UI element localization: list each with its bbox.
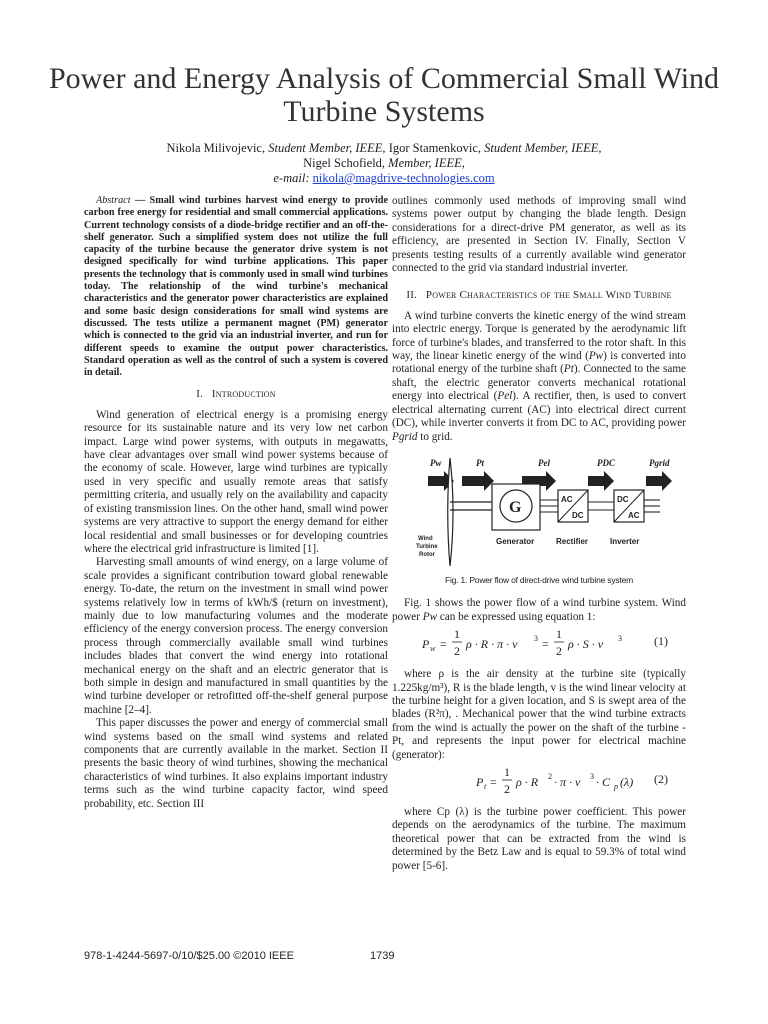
svg-text:w: w [430,644,436,654]
symbol-pel: Pel [497,390,513,403]
symbol-pw: Pw [422,610,438,623]
label-pdc: PDC [597,457,615,468]
svg-text:1: 1 [556,627,562,642]
rectifier-bottom: DC [572,510,584,520]
email-label: e-mail: [273,171,313,185]
svg-text:ρ · R · π · v: ρ · R · π · v [466,637,518,652]
equation-2-explanation: where Cp (λ) is the turbine power coefficient. This power depends on the aerodynamics of the turbine. The maximum theoretical power that can be extracted from the wind is determined by the Betz Law and is equal to 59.3% of total wind power [5-6]. [392,805,686,872]
author-name: Nikola Milivojevic, [166,141,269,155]
svg-text:=: = [542,637,549,652]
text-run: to grid. [417,430,453,443]
inverter-top: DC [617,494,629,504]
text-run: A wind turbine converts the kinetic energy of the wind stream into electric energy. Torque is generated by the aerodynamic lift force of turbine's blades, and transferred to the rotor shaft. In this way, the linear kinetic energy of the wind ( [392,309,686,363]
svg-text:=: = [490,774,497,789]
svg-text:3: 3 [534,634,538,644]
arrow-pdc [588,471,614,491]
text-run: ). Connected to the same shaft, the electric generator converts mechanical rotational energy into electrical ( [392,363,686,403]
equation-1-number: (1) [654,634,668,649]
author-line-2 [40,156,728,171]
power-flow-svg [392,452,686,570]
rotor-label-1: Wind [418,535,433,542]
svg-text:2: 2 [548,771,552,781]
author-name: Igor Stamenkovic, [385,141,485,155]
svg-text:ρ · S · v: ρ · S · v [568,637,604,652]
label-pgrid: Pgrid [649,457,670,468]
intro-paragraph-2: Harvesting small amounts of wind energy, on a large volume of scale provides a significant contribution toward global renewable energy. To-date, the return on the investment in small wind power systems relatively low in terms of kWh/$ (return on investment), mainly due to low manufacturing volumes and the moderate efficiency of the energy conversion process. The energy conversion process through commercially available small wind turbines includes blades that convert the wind energy into rotational mechanical energy on the shaft and an electric generator that is both simple in design and manufactured in small quantities by the wind turbine developer or retrofitted off-the-shelf general purpose machine [2–4]. [84,556,388,716]
author-email-line [40,171,728,186]
arrow-pgrid [646,471,672,491]
inverter-label: Inverter [610,536,640,546]
text-run: can be expressed using equation 1: [437,610,596,623]
rotor-label-2: Turbine [416,543,438,550]
section-title: Introduction [211,388,276,401]
equation-2 [392,764,686,800]
text-run: ) is converted into rotational energy of the turbine shaft ( [392,350,687,376]
abstract-label: Abstract [96,195,131,206]
author-line-1 [40,141,728,156]
right-column [392,195,686,873]
rectifier-label: Rectifier [556,536,589,546]
equation-1-explanation: where ρ is the air density at the turbine site (typically 1.225kg/m³), R is the blade length, v is the wind linear velocity at the turbine height for a given location, and S is swept area of the blades (R²π), . Mechanical power that the wind turbine extracts from the wind is actually the power on the shaft of the turbine - Pt, and represents the input power for electrical machine (generator): [392,668,686,761]
arrow-pt [462,471,494,491]
section-heading-1 [84,388,388,401]
svg-text:2: 2 [556,644,562,659]
label-pel: Pel [538,457,550,468]
svg-text:3: 3 [590,771,594,781]
label-pt: Pt [476,457,484,468]
svg-text:2: 2 [504,781,510,796]
svg-text:2: 2 [454,644,460,659]
svg-text:=: = [440,637,447,652]
footer-isbn: 978-1-4244-5697-0/10/$25.00 ©2010 IEEE [84,950,294,962]
svg-text:P: P [476,774,484,789]
section-heading-2 [392,289,686,302]
section-number: II. [406,289,418,302]
left-column [84,195,388,811]
intro-paragraph-3: This paper discusses the power and energy of commercial small wind systems based on the small wind systems and related components that are currently available in the market. Section II presents the basic theory of wind turbines, showing the mechanical characteristics of wind turbines. It also explains important industry terms such as the wind turbine capacity factor, wind speed probability, etc. Section III [84,717,388,810]
rectifier-top: AC [561,494,573,504]
svg-text:· C: · C [596,774,611,789]
author-affiliation: Member, IEEE, [388,156,465,170]
equation-1 [392,626,686,662]
section2-paragraph [392,310,686,444]
svg-text:t: t [484,781,487,791]
rotor-label-3: Rotor [419,551,435,558]
label-pw: Pw [430,457,442,468]
paper-title: Power and Energy Analysis of Commercial Small Wind Turbine Systems [48,62,720,128]
symbol-pgrid: Pgrid [392,430,418,443]
generator-label: Generator [496,536,535,546]
fig-discussion-paragraph [392,597,686,624]
figure-caption: Fig. 1. Power flow of direct-drive wind turbine system [444,574,634,585]
author-affiliation: Student Member, IEEE, [268,141,386,155]
author-block [40,141,728,186]
symbol-pt: Pt [563,363,574,376]
abstract [84,195,388,379]
svg-text:· π · v: · π · v [554,774,581,789]
author-name: Nigel Schofield, [303,156,389,170]
equation-1-formula [422,626,652,662]
inverter-bottom: AC [628,510,640,520]
equation-2-number: (2) [654,771,668,786]
svg-text:p: p [614,781,618,791]
svg-text:(λ): (λ) [620,774,634,789]
turbine-blade [448,458,453,566]
abstract-text: — Small wind turbines harvest wind energy to provide carbon free energy for residential and small commercial applications. Current technology consists of a diode-bridge rectifier and an off-the-shelf generator. Such a simplified system does not utilize the full capacity of the turbine because the generator drive system is not designed specifically for wind turbine applications. This paper presents the technology that is commonly used in small wind turbines today. The relationship of the wind turbine's mechanical characteristics and the generator power characteristics are explained and some basic design considerations for small wind systems are discussed. The tests utilize a permanent magnet (PM) generator which is connected to the grid via an industrial inverter, and run for different speeds to examine the output power characteristics. Standard operation as well as the control of such a system is covered in detail. [84,195,388,379]
text-run: Fig. 1 shows the power flow of a wind turbine system. Wind power [392,597,686,623]
page-number: 1739 [370,950,395,962]
svg-text:1: 1 [504,764,510,779]
generator-symbol: G [509,498,522,516]
intro-continued: outlines commonly used methods of improving small wind systems power output by changing the blade length. Design considerations for a direct-drive PM generator, as well as its efficiency, are presented in Section IV. Finally, Section V presents testing results of a currently available wind generator connected to the grid via standard industrial inverter. [392,195,686,275]
svg-text:1: 1 [454,627,460,642]
figure-1-power-flow-diagram [392,452,686,570]
svg-text:P: P [422,637,430,652]
section-number: I. [196,388,204,401]
intro-paragraph-1: Wind generation of electrical energy is a promising energy resource for its sustainable nature and its very low net carbon impact. Large wind power systems, with outputs in megawatts, have clear advantages over small wind power systems because of the economy of scale. However, large wind turbines are typically used in very specific and usually remote areas that satisfy permitting criteria, and usually rely on the availability and capacity of existing transmission lines. On the other hand, small wind power systems are very attractive to support the energy demand for either local residential and small businesses or for developing countries where the electrical grid infrastructure is limited [1]. [84,408,388,555]
svg-text:3: 3 [618,634,622,644]
text-run: ). A rectifier, then, is used to convert electrical alternating current (AC) into electrical direct current (DC), while inverter converts it from DC to AC, providing power [392,390,686,430]
equation-2-formula [476,764,706,800]
symbol-pw: Pw [588,350,604,363]
section-title: Power Characteristics of the Small Wind Turbine [425,289,672,302]
email-link[interactable]: nikola@magdrive-technologies.com [312,171,495,185]
svg-text:ρ · R: ρ · R [516,774,539,789]
author-affiliation: Student Member, IEEE, [484,141,602,155]
